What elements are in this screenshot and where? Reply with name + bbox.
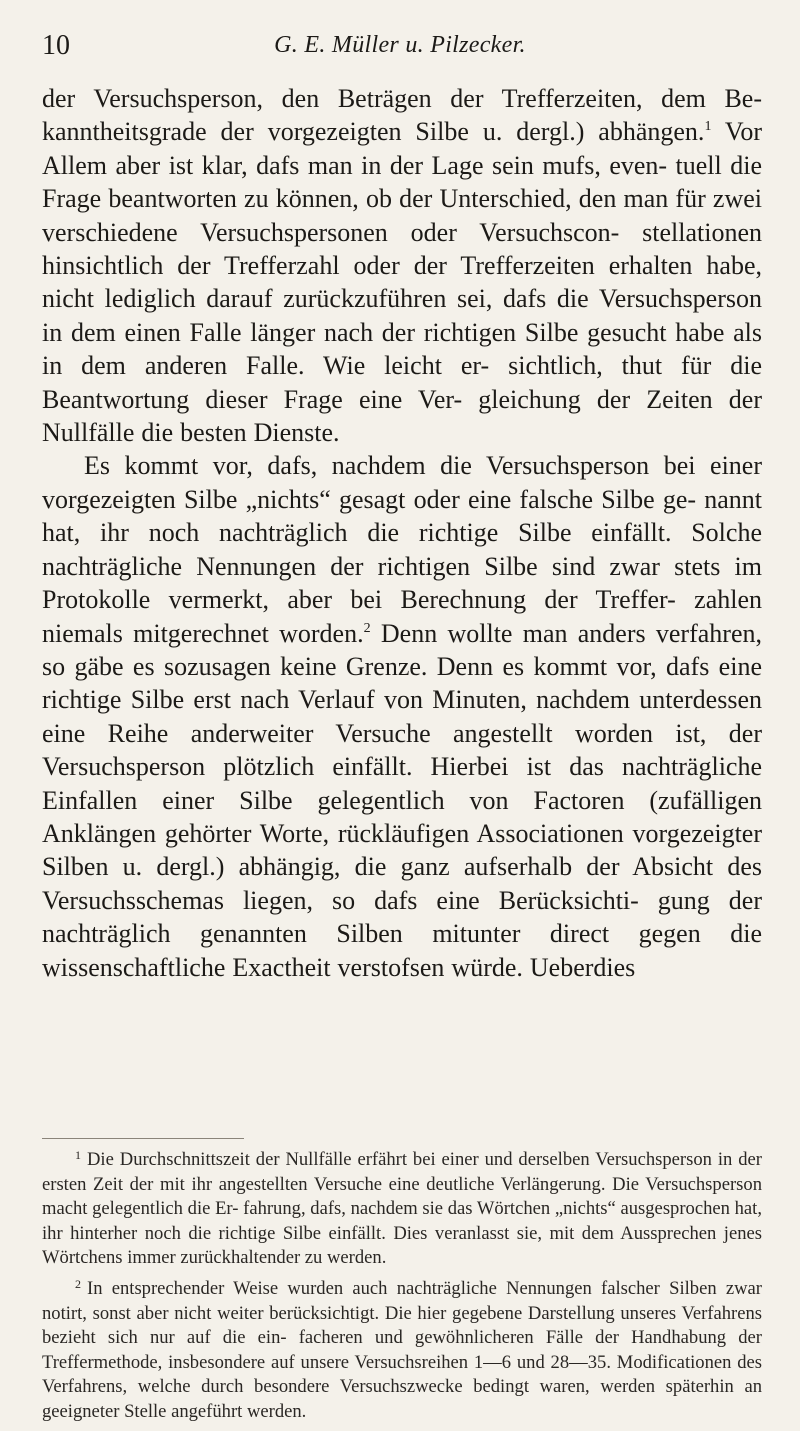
- paragraph-1-text-b: Vor Allem aber ist klar, dafs man in der Lage sein mufs, even- tuell die Frage beantworten zu können, ob der Unterschied, den man für zwei verschiedene Versuchspersonen oder Versuchscon- stellationen hinsichtlich der Trefferzahl oder der Trefferzeiten erhalten habe, nicht lediglich darauf zurückzuführen sei, dafs die Versuchsperson in dem einen Falle länger nach der richtigen Silbe gesucht habe als in dem anderen Falle. Wie leicht er- sichtlich, thut für die Beantwortung dieser Frage eine Ver- gleichung der Zeiten der Nullfälle die besten Dienste.: [42, 117, 762, 448]
- footnote-1: [42, 1148, 762, 1271]
- footnotes: [42, 1148, 762, 1431]
- page-number: 10: [42, 30, 70, 61]
- page-header: [42, 30, 758, 66]
- footnote-2-text: In entsprechender Weise wurden auch nachträgliche Nennungen falscher Silben zwar notirt, sonst aber nicht weiter berücksichtigt. Die hier gegebene Darstellung unseres Verfahrens bezieht sich nur auf die ein- facheren und gewöhnlicheren Fälle der Handhabung der Treffermethode, insbesondere auf unsere Versuchsreihen 1—6 und 28—35. Modificationen des Verfahrens, welche durch besondere Versuchszwecke bedingt waren, werden späterhin an geeigneter Stelle angeführt werden.: [42, 1277, 762, 1422]
- paragraph-2: [42, 449, 762, 984]
- paragraph-1-text-a: der Versuchsperson, den Beträgen der Trefferzeiten, dem Be- kanntheitsgrade der vorgezeigten Silbe u. dergl.) abhängen.: [42, 84, 762, 147]
- running-head: G. E. Müller u. Pilzecker.: [274, 32, 526, 58]
- paragraph-2-text-b: Denn wollte man anders verfahren, so gäbe es sozusagen keine Grenze. Denn es kommt vor, dafs eine richtige Silbe erst nach Verlauf von Minuten, nachdem unterdessen eine Reihe anderweiter Versuche angestellt worden ist, der Versuchsperson plötzlich einfällt. Hierbei ist das nachträgliche Einfallen einer Silbe gelegentlich von Factoren (zufälligen Anklängen gehörter Worte, rückläufigen Associationen vorgezeigter Silben u. dergl.) abhängig, die ganz aufserhalb der Absicht des Versuchsschemas liegen, so dafs eine Berücksichti- gung der nachträglich genannten Silben mitunter direct gegen die wissenschaftliche Exactheit verstofsen würde. Ueberdies: [42, 618, 762, 982]
- footnote-ref-1: 1: [704, 119, 712, 135]
- footnote-ref-2: 2: [363, 620, 371, 636]
- body-text: [42, 82, 762, 984]
- footnote-2-mark: 2: [75, 1276, 81, 1291]
- footnote-separator: [42, 1138, 244, 1139]
- footnote-2: [42, 1277, 762, 1425]
- paragraph-1: [42, 82, 762, 449]
- footnote-1-mark: 1: [75, 1148, 81, 1162]
- paragraph-2-text-a: Es kommt vor, dafs, nachdem die Versuchsperson bei einer vorgezeigten Silbe „nichts“ gesagt oder eine falsche Silbe ge- nannt hat, ihr noch nachträglich die richtige Silbe einfällt. Solche nachträgliche Nennungen der richtigen Silbe sind zwar stets im Protokolle vermerkt, aber bei Berechnung der Treffer- zahlen niemals mitgerechnet worden.: [42, 451, 762, 648]
- footnote-1-text: Die Durchschnittszeit der Nullfälle erfährt bei einer und derselben Versuchsperson in der ersten Zeit der mit ihr angestellten Versuche eine deutliche Verlängerung. Die Versuchsperson macht gelegentlich die Er- fahrung, dafs, nachdem sie das Wörtchen „nichts“ ausgesprochen hat, ihr hinterher noch die richtige Silbe einfällt. Dies veranlasst sie, mit dem Aussprechen jenes Wörtchens immer zurückhaltender zu werden.: [42, 1149, 762, 1269]
